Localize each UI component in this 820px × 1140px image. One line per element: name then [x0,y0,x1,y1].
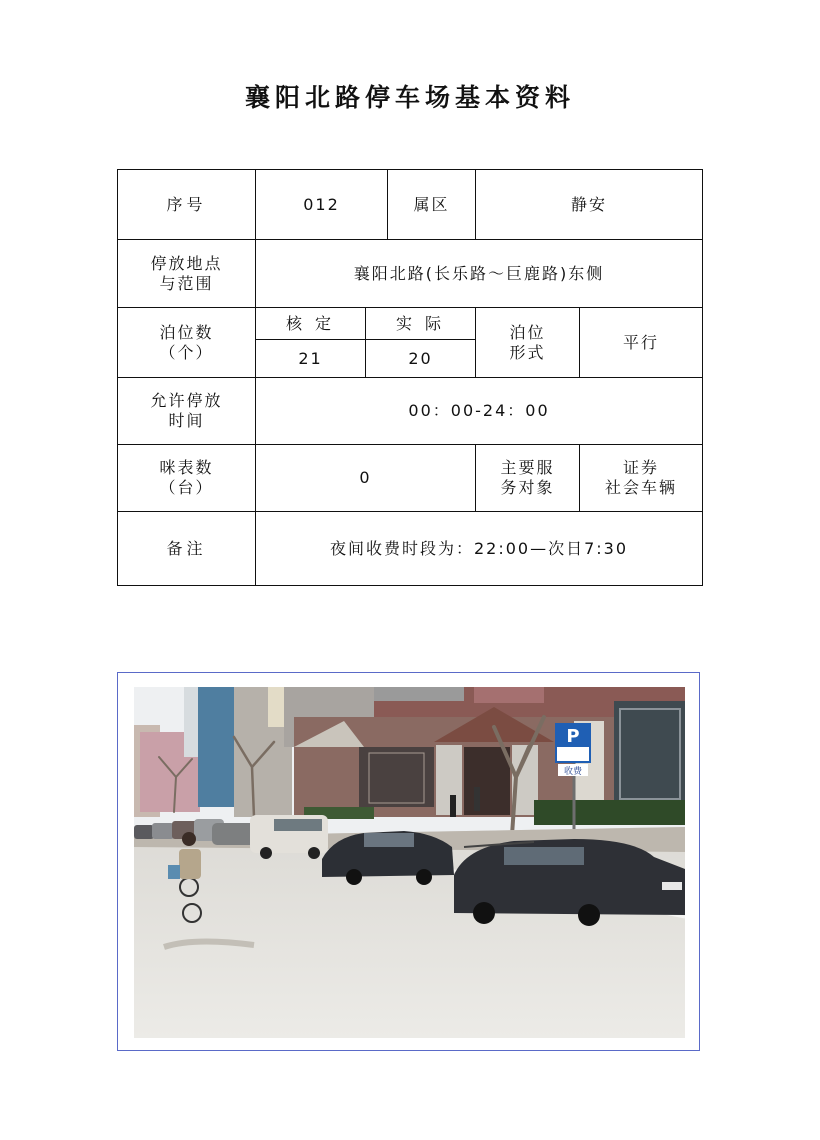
serial-label: 序号 [118,170,256,240]
service-value [580,445,703,512]
table-row [118,240,703,308]
page-title: 襄阳北路停车场基本资料 [244,83,575,112]
table-row [118,308,703,340]
meters-label [118,445,256,512]
actual-value: 20 [366,340,476,378]
spaces-label-line1: 泊位数 [159,322,214,342]
approved-value: 21 [256,340,366,378]
table-row [118,445,703,512]
service-label [476,445,580,512]
meters-label-line1: 咪表数 [159,458,214,477]
parking-sign-text: 收费 [563,767,583,777]
building [198,687,234,807]
table-row [118,512,703,586]
service-value-line1: 证券 [623,458,660,477]
photo-frame [117,672,700,1051]
meters-value: 0 [256,445,476,512]
meters-label-line2: （台） [159,478,214,497]
district-label: 属区 [388,170,476,240]
form-label-line2: 形式 [509,342,546,362]
hours-label [118,378,256,445]
spaces-label-line2: （个） [159,342,214,362]
actual-label: 实 际 [366,308,476,340]
table-row [118,378,703,445]
parking-info-table [117,169,703,586]
location-value: 襄阳北路(长乐路～巨鹿路)东侧 [256,240,703,308]
hedge [534,800,685,825]
form-value: 平行 [580,308,703,378]
parking-sign-letter: P [566,726,580,747]
spaces-label [118,308,256,378]
remark-label: 备注 [118,512,256,586]
service-value-line2: 社会车辆 [605,478,678,497]
hours-label-line1: 允许停放 [150,391,223,410]
service-label-line2: 务对象 [500,478,555,497]
form-label [476,308,580,378]
remark-value: 夜间收费时段为：22:00—次日7:30 [256,512,703,586]
approved-label: 核 定 [256,308,366,340]
hours-value: 00：00-24：00 [256,378,703,445]
service-label-line1: 主要服 [500,458,555,477]
location-label [118,240,256,308]
form-label-line1: 泊位 [509,322,546,342]
serial-value: 012 [256,170,388,240]
hours-label-line2: 时间 [168,411,205,430]
district-value: 静安 [476,170,703,240]
street-photo [134,687,685,1038]
table-row [118,170,703,240]
location-label-line1: 停放地点 [150,253,223,273]
location-label-line2: 与范围 [159,273,214,293]
